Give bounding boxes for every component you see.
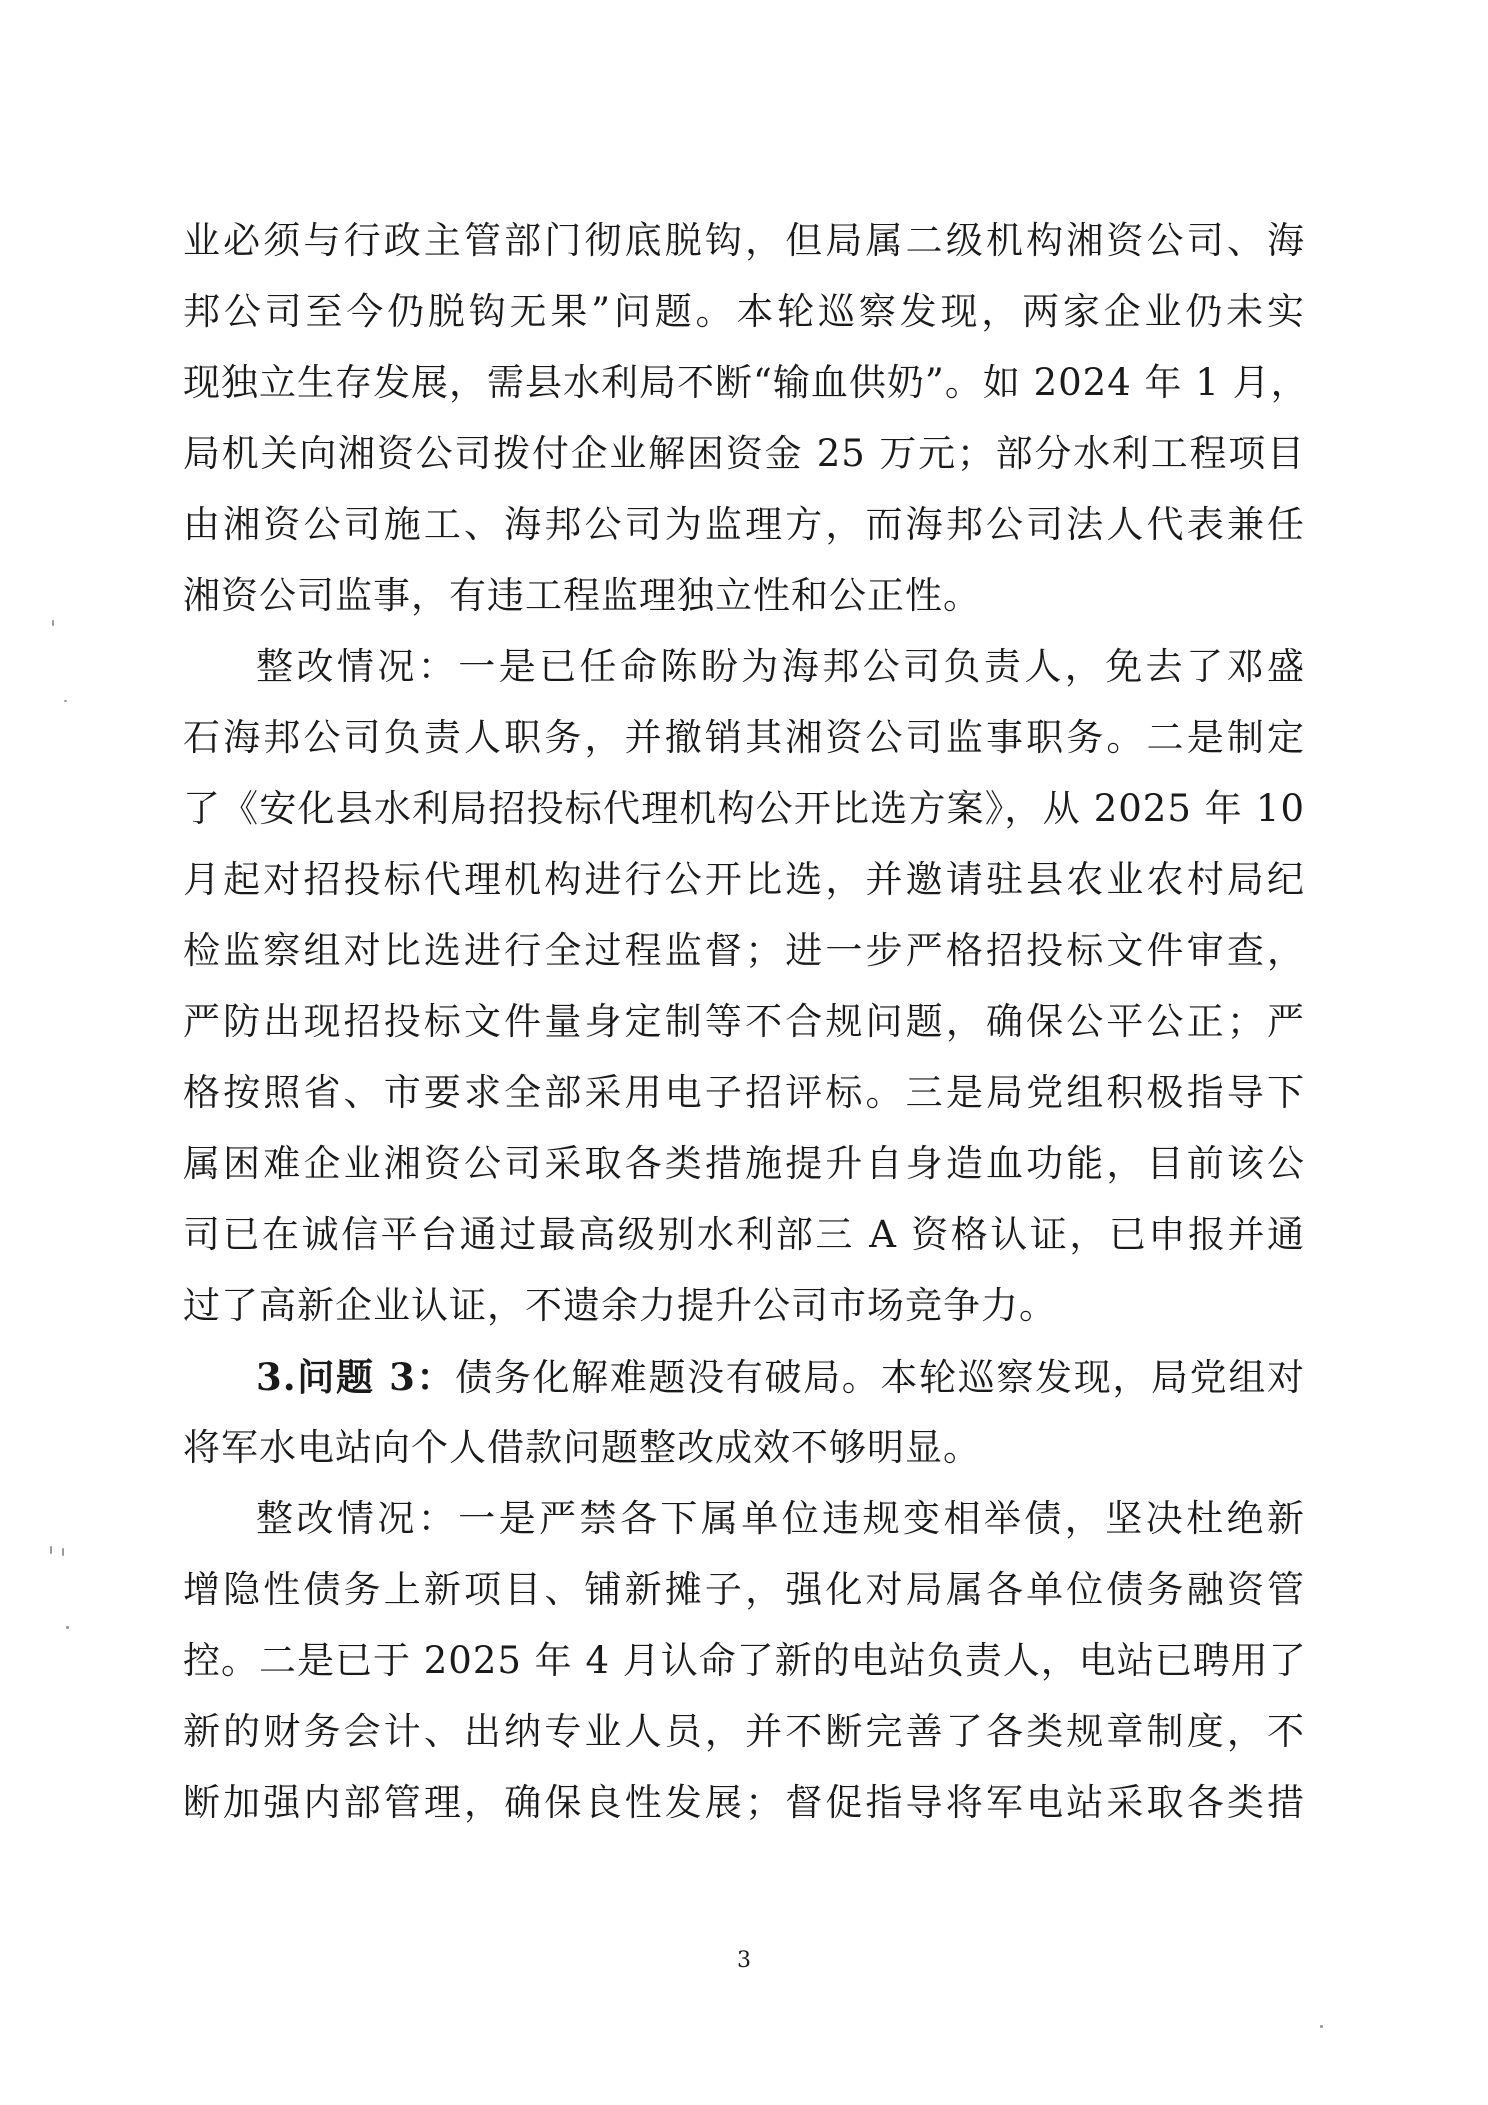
scan-speck — [62, 1548, 64, 1556]
text-line: 局机关向湘资公司拨付企业解困资金 25 万元；部分水利工程项目 — [183, 432, 1305, 475]
text-line: 严防出现招投标文件量身定制等不合规问题，确保公平公正；严 — [183, 1000, 1305, 1043]
text-line: 司已在诚信平台通过最高级别水利部三 A 资格认证，已申报并通 — [183, 1213, 1305, 1256]
scan-speck — [66, 1626, 69, 1629]
scan-speck — [52, 620, 54, 626]
text-line: 断加强内部管理，确保良性发展；督促指导将军电站采取各类措 — [183, 1781, 1305, 1824]
text-line: 将军水电站向个人借款问题整改成效不够明显。 — [183, 1426, 981, 1469]
text-line: 格按照省、市要求全部采用电子招评标。三是局党组积极指导下 — [183, 1071, 1305, 1114]
text-line: 整改情况：一是已任命陈盼为海邦公司负责人，免去了邓盛 — [256, 645, 1305, 688]
text-line: 月起对招投标代理机构进行公开比选，并邀请驻县农业农村局纪 — [183, 858, 1305, 901]
text-line: 控。二是已于 2025 年 4 月认命了新的电站负责人，电站已聘用了 — [183, 1639, 1307, 1682]
text-line: 属困难企业湘资公司采取各类措施提升自身造血功能，目前该公 — [183, 1142, 1305, 1185]
page-number: 3 — [737, 1948, 751, 1973]
text-line: 石海邦公司负责人职务，并撤销其湘资公司监事职务。二是制定 — [183, 716, 1305, 759]
text-line: 增隐性债务上新项目、铺新摊子，强化对局属各单位债务融资管 — [183, 1568, 1305, 1611]
scan-speck — [64, 700, 67, 702]
text-line: 检监察组对比选进行全过程监督；进一步严格招投标文件审查， — [183, 929, 1305, 972]
issue-heading: 3.问题 3： — [256, 1355, 456, 1399]
text-line: 业必须与行政主管部门彻底脱钩，但局属二级机构湘资公司、海 — [183, 219, 1305, 262]
text-line: 整改情况：一是严禁各下属单位违规变相举债，坚决杜绝新 — [256, 1497, 1305, 1540]
text-line: 现独立生存发展，需县水利局不断“输血供奶”。如 2024 年 1 月， — [183, 361, 1309, 404]
text-line: 了《安化县水利局招投标代理机构公开比选方案》，从 2025 年 10 — [183, 787, 1305, 830]
text-line — [256, 1355, 1305, 1399]
text-line: 新的财务会计、出纳专业人员，并不断完善了各类规章制度，不 — [183, 1710, 1305, 1753]
issue-text: 债务化解难题没有破局。本轮巡察发现，局党组对 — [455, 1356, 1305, 1399]
text-line: 由湘资公司施工、海邦公司为监理方，而海邦公司法人代表兼任 — [183, 503, 1305, 546]
text-line: 湘资公司监事，有违工程监理独立性和公正性。 — [183, 574, 981, 617]
scan-speck — [50, 1546, 52, 1554]
scan-speck — [1320, 2025, 1323, 2028]
text-line: 过了高新企业认证，不遗余力提升公司市场竞争力。 — [183, 1284, 1057, 1327]
text-line: 邦公司至今仍脱钩无果”问题。本轮巡察发现，两家企业仍未实 — [183, 290, 1305, 333]
